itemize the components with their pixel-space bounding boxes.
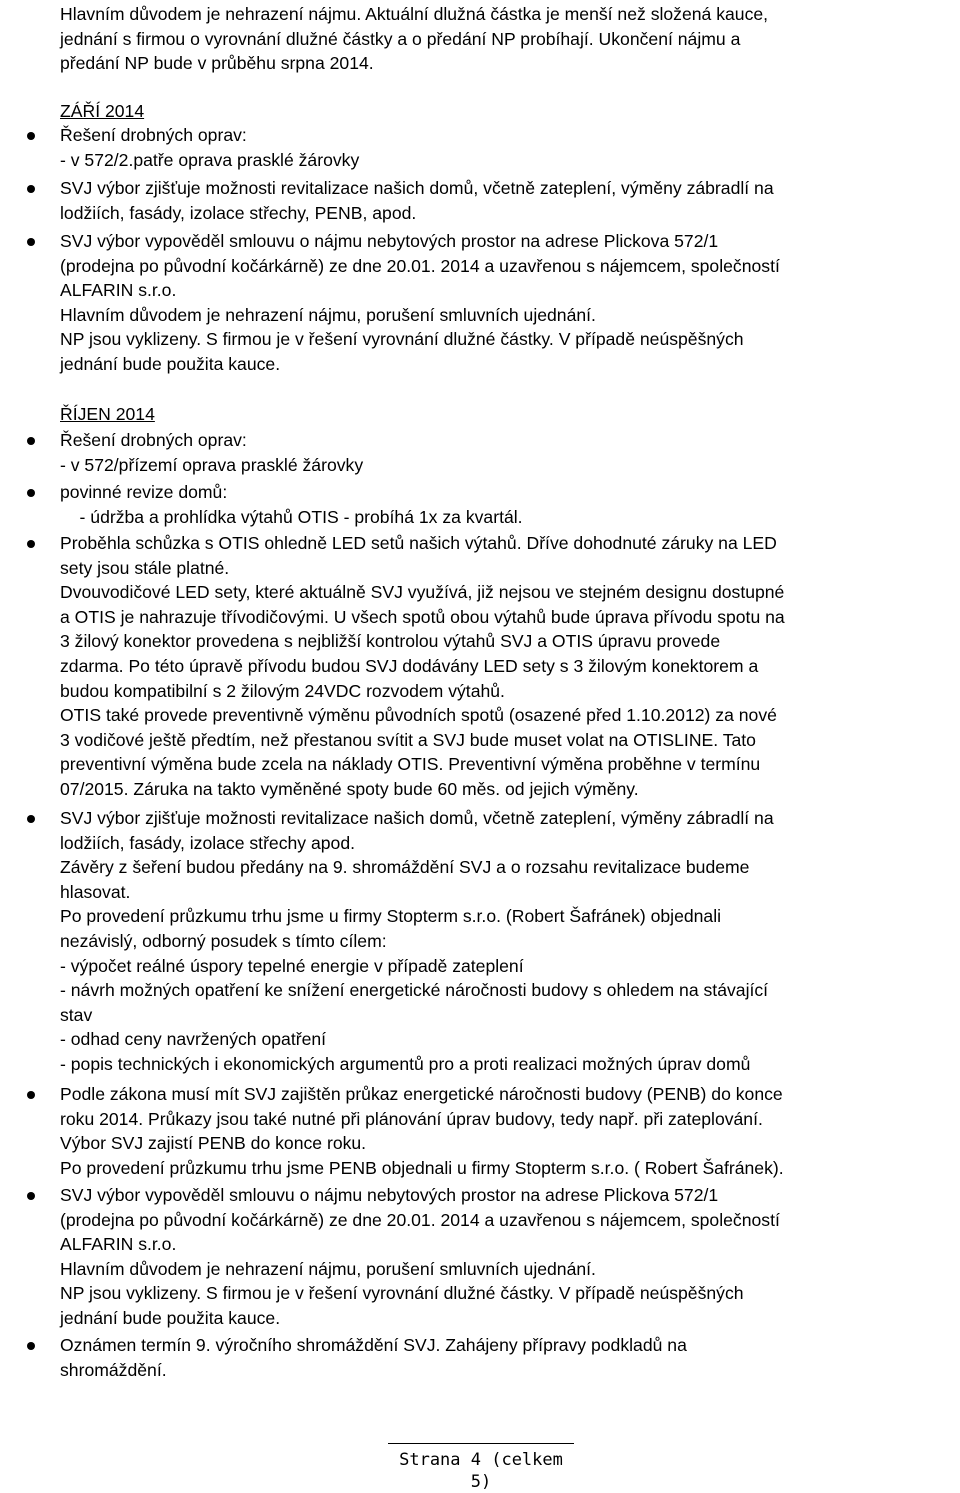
- text-line: předání NP bude v průběhu srpna 2014.: [60, 53, 374, 74]
- text-line: 3 žilový konektor provedena s nejbližší kontrolou výtahů SVJ a OTIS úpravu provede: [60, 631, 721, 652]
- text-line: jednání bude použita kauce.: [60, 353, 281, 374]
- bullet-icon: [27, 1091, 35, 1099]
- text-line: Dvouvodičové LED sety, které aktuálně SVJ využívá, již nejsou ve stejném designu dostupné: [60, 582, 785, 603]
- intro-paragraph: [60, 2, 950, 76]
- bullet-icon: [27, 489, 35, 497]
- list-item: [60, 1333, 950, 1382]
- bullet-icon: [27, 132, 35, 140]
- text-line: stav: [60, 1004, 93, 1025]
- text-line: - návrh možných opatření ke snížení energetické náročnosti budovy s ohledem na stávající: [60, 980, 769, 1001]
- text-line: nezávislý, odborný posudek s tímto cílem:: [60, 930, 387, 951]
- list-item: [60, 806, 950, 1077]
- text-line: SVJ výbor zjišťuje možnosti revitalizace našich domů, včetně zateplení, výměny zábradlí na: [60, 808, 774, 828]
- text-line: Hlavním důvodem je nehrazení nájmu, porušení smluvních ujednání.: [60, 1258, 596, 1279]
- text-line: budou kompatibilní s 2 žilovým 24VDC rozvodem výtahů.: [60, 680, 505, 701]
- text-line: roku 2014. Průkazy jsou také nutné při plánování úprav budovy, tedy např. při zateplování.: [60, 1108, 763, 1129]
- text-line: Řešení drobných oprav:: [60, 430, 247, 450]
- text-line: Proběhla schůzka s OTIS ohledně LED setů našich výtahů. Dříve dohodnuté záruky na LED: [60, 533, 777, 553]
- text-line: ALFARIN s.r.o.: [60, 280, 177, 301]
- bullet-icon: [27, 540, 35, 548]
- text-line: 3 vodičové ještě předtím, než přestanou svítit a SVJ bude muset volat na OTISLINE. Tato: [60, 729, 756, 750]
- text-line: jednání bude použita kauce.: [60, 1307, 281, 1328]
- bullet-icon: [27, 437, 35, 445]
- list-item: [60, 480, 950, 529]
- text-line: lodžiích, fasády, izolace střechy apod.: [60, 832, 356, 853]
- list-item: [60, 1082, 950, 1180]
- bullet-icon: [27, 1192, 35, 1200]
- page-number-footer: Strana 4 (celkem 5): [399, 1450, 563, 1492]
- text-line: sety jsou stále platné.: [60, 557, 230, 578]
- text-line: ALFARIN s.r.o.: [60, 1234, 177, 1255]
- text-line: Hlavním důvodem je nehrazení nájmu. Aktuální dlužná částka je menší než složená kauce,: [60, 4, 769, 24]
- list-item: [60, 229, 950, 377]
- text-line: Závěry z šeření budou předány na 9. shromáždění SVJ a o rozsahu revitalizace budeme: [60, 857, 750, 878]
- text-line: a OTIS je nahrazuje třívodičovými. U všech spotů obou výtahů bude úprava přívodu spotu na: [60, 606, 785, 627]
- text-line: 07/2015. Záruka na takto vyměněné spoty bude 60 měs. od jejich výměny.: [60, 778, 639, 799]
- list-item: [60, 123, 950, 172]
- text-line: zdarma. Po této úpravě přívodu budou SVJ dodávány LED sety s 3 žilovým konektorem a: [60, 655, 759, 676]
- text-line: shromáždění.: [60, 1359, 167, 1380]
- text-line: jednání s firmou o vyrovnání dlužné částky a o předání NP probíhají. Ukončení nájmu a: [60, 28, 741, 49]
- text-line: - v 572/2.patře oprava prasklé žárovky: [60, 149, 360, 170]
- text-line: (prodejna po původní kočárkárně) ze dne 20.01. 2014 a uzavřenou s nájemcem, společností: [60, 1209, 780, 1230]
- text-line: SVJ výbor vypověděl smlouvu o nájmu nebytových prostor na adrese Plickova 572/1: [60, 231, 719, 251]
- text-line: - údržba a prohlídka výtahů OTIS - probíhá 1x za kvartál.: [60, 506, 523, 527]
- section-heading-october: ŘÍJEN 2014: [60, 404, 155, 424]
- footer-divider: [388, 1443, 574, 1444]
- text-line: lodžiích, fasády, izolace střechy, PENB, apod.: [60, 202, 417, 223]
- text-line: SVJ výbor vypověděl smlouvu o nájmu nebytových prostor na adrese Plickova 572/1: [60, 1185, 719, 1205]
- text-line: - odhad ceny navržených opatření: [60, 1029, 327, 1050]
- text-line: NP jsou vyklizeny. S firmou je v řešení vyrovnání dlužné částky. V případě neúspěšných: [60, 1283, 744, 1304]
- text-line: (prodejna po původní kočárkárně) ze dne 20.01. 2014 a uzavřenou s nájemcem, společností: [60, 255, 780, 276]
- text-line: Po provedení průzkumu trhu jsme PENB objednali u firmy Stopterm s.r.o. ( Robert Šafránek).: [60, 1157, 784, 1178]
- text-line: preventivní výměna bude zcela na náklady OTIS. Preventivní výměna proběhne v termínu: [60, 754, 761, 775]
- text-line: Řešení drobných oprav:: [60, 125, 247, 145]
- section-heading-september: ZÁŘÍ 2014: [60, 101, 145, 121]
- text-line: hlasovat.: [60, 881, 131, 902]
- text-line: Výbor SVJ zajistí PENB do konce roku.: [60, 1133, 367, 1154]
- list-item: [60, 176, 950, 225]
- text-line: Hlavním důvodem je nehrazení nájmu, porušení smluvních ujednání.: [60, 304, 596, 325]
- bullet-icon: [27, 1342, 35, 1350]
- bullet-icon: [27, 238, 35, 246]
- list-item: [60, 531, 950, 802]
- bullet-icon: [27, 185, 35, 193]
- text-line: povinné revize domů:: [60, 482, 228, 502]
- text-line: Oznámen termín 9. výročního shromáždění SVJ. Zahájeny přípravy podkladů na: [60, 1335, 687, 1355]
- list-item: [60, 1183, 950, 1331]
- text-line: - v 572/přízemí oprava prasklé žárovky: [60, 454, 364, 475]
- text-line: Po provedení průzkumu trhu jsme u firmy Stopterm s.r.o. (Robert Šafránek) objednali: [60, 906, 722, 927]
- bullet-icon: [27, 815, 35, 823]
- text-line: SVJ výbor zjišťuje možnosti revitalizace našich domů, včetně zateplení, výměny zábradlí na: [60, 178, 774, 198]
- text-line: OTIS také provede preventivně výměnu původních spotů (osazené před 1.10.2012) za nové: [60, 705, 777, 726]
- text-line: - popis technických i ekonomických argumentů pro a proti realizaci možných úprav domů: [60, 1053, 751, 1074]
- text-line: - výpočet reálné úspory tepelné energie v případě zateplení: [60, 955, 524, 976]
- text-line: NP jsou vyklizeny. S firmou je v řešení vyrovnání dlužné částky. V případě neúspěšných: [60, 329, 744, 350]
- list-item: [60, 428, 950, 477]
- text-line: Podle zákona musí mít SVJ zajištěn průkaz energetické náročnosti budovy (PENB) do konce: [60, 1084, 783, 1104]
